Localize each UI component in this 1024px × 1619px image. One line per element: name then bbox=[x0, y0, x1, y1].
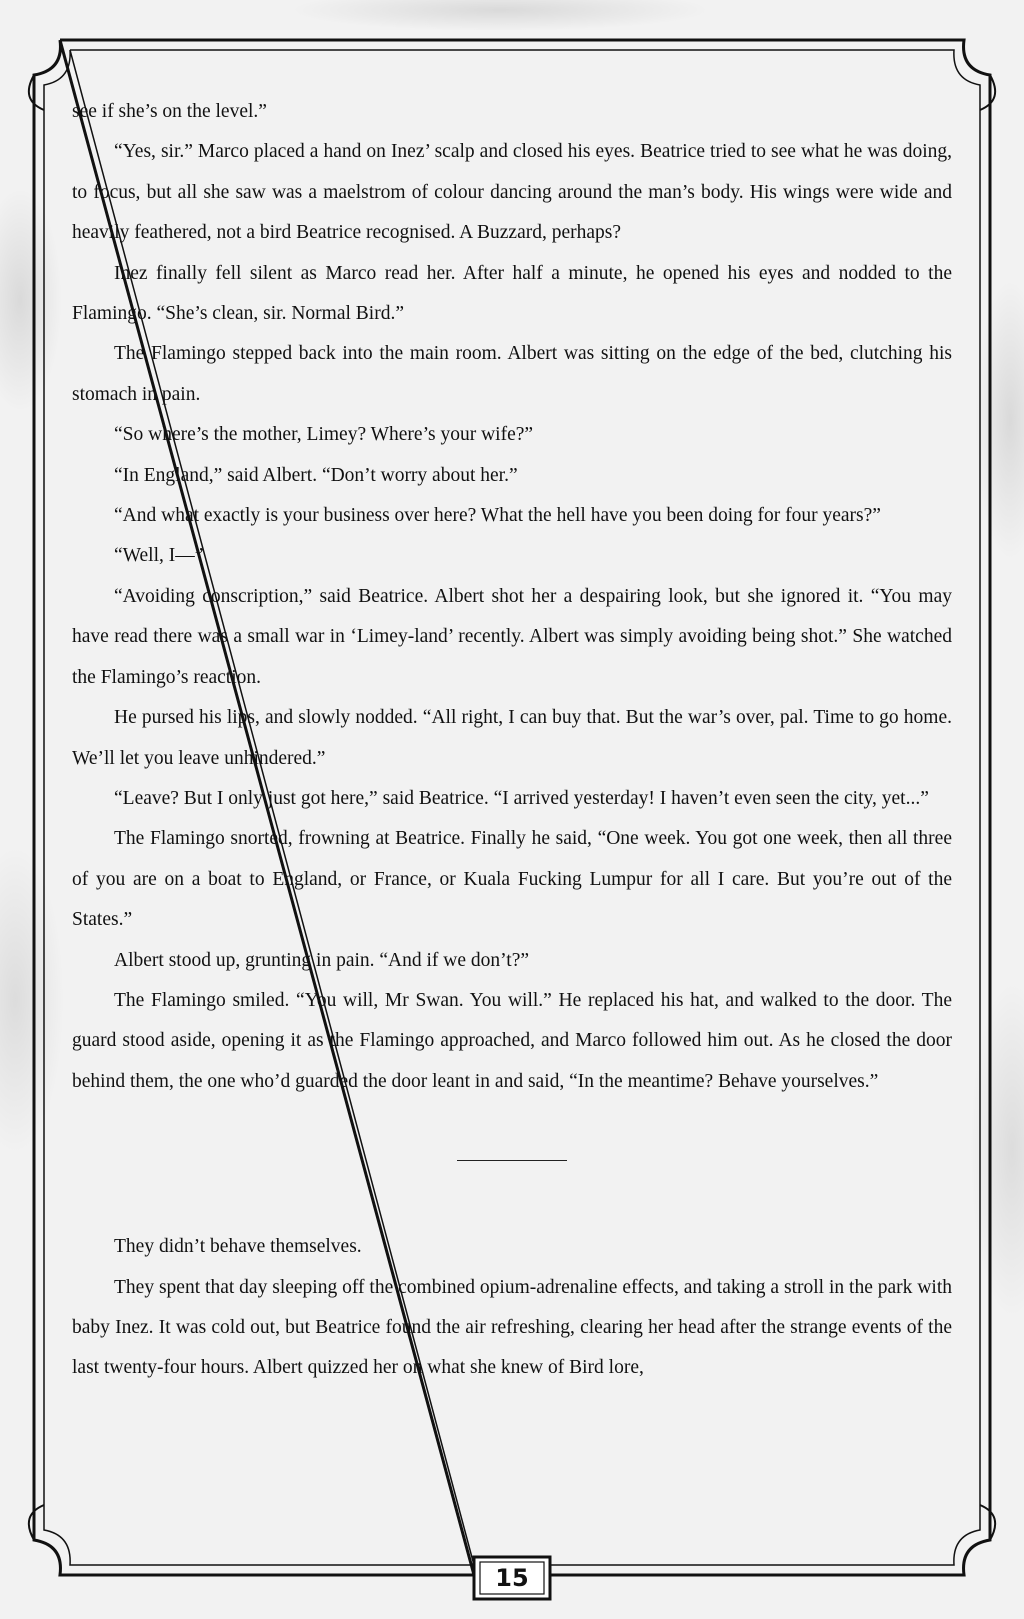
paragraph: Albert stood up, grunting in pain. “And if we don’t?” bbox=[114, 949, 530, 971]
paragraph: “So where’s the mother, Limey? Where’s your wife?” bbox=[114, 424, 534, 446]
paragraph: They spent that day sleeping off the combined opium-adrenaline effects, and taking a stroll in the park with baby Inez. It was cold out, but Beatrice found the air refreshing, clearing her head after the strange events of the last twenty-four hours. Albert quizzed her on what she knew of Bird lore, bbox=[72, 1276, 952, 1379]
paragraph: “In England,” said Albert. “Don’t worry about her.” bbox=[114, 464, 518, 486]
paragraph: He pursed his lips, and slowly nodded. “All right, I can buy that. But the war’s over, pal. Time to go home. We’ll let you leave unhindered.” bbox=[72, 707, 952, 769]
text-block-main bbox=[72, 92, 952, 1102]
paragraph: “Yes, sir.” Marco placed a hand on Inez’ scalp and closed his eyes. Beatrice tried to see what he was doing, to focus, but all she saw was a maelstrom of colour dancing around the man’s body. His wings were wide and heavily feathered, not a bird Beatrice recognised. A Buzzard, perhaps? bbox=[72, 141, 952, 244]
page-number: 15 bbox=[495, 1564, 529, 1592]
paragraph: The Flamingo stepped back into the main room. Albert was sitting on the edge of the bed, clutching his stomach in pain. bbox=[72, 343, 952, 405]
paragraph: “Leave? But I only just got here,” said Beatrice. “I arrived yesterday! I haven’t even seen the city, yet...” bbox=[114, 787, 929, 809]
paragraph: “And what exactly is your business over here? What the hell have you been doing for four years?” bbox=[114, 505, 881, 527]
paragraph: The Flamingo snorted, frowning at Beatrice. Finally he said, “One week. You got one week, then all three of you are on a boat to England, or France, or Kuala Fucking Lumpur for all I care. But you’re out of the States.” bbox=[72, 828, 952, 931]
paragraph: “Avoiding conscription,” said Beatrice. Albert shot her a despairing look, but she ignored it. “You may have read there was a small war in ‘Limey-land’ recently. Albert was simply avoiding being shot.” She watched the Flamingo’s reaction. bbox=[72, 585, 952, 688]
paragraph: “Well, I—” bbox=[114, 545, 204, 567]
paragraph: They didn’t behave themselves. bbox=[114, 1236, 362, 1258]
page-body bbox=[72, 92, 952, 1512]
section-break-rule bbox=[457, 1160, 567, 1161]
paragraph: The Flamingo smiled. “You will, Mr Swan. You will.” He replaced his hat, and walked to the door. The guard stood aside, opening it as the Flamingo approached, and Marco followed him out. As he closed the door behind them, the one who’d guarded the door leant in and said, “In the meantime? Behave yourselves.” bbox=[72, 989, 952, 1092]
text-block-after-break bbox=[72, 1227, 952, 1389]
paragraph: Inez finally fell silent as Marco read her. After half a minute, he opened his eyes and nodded to the Flamingo. “She’s clean, sir. Normal Bird.” bbox=[72, 262, 952, 325]
paragraph: see if she’s on the level.” bbox=[72, 101, 267, 122]
